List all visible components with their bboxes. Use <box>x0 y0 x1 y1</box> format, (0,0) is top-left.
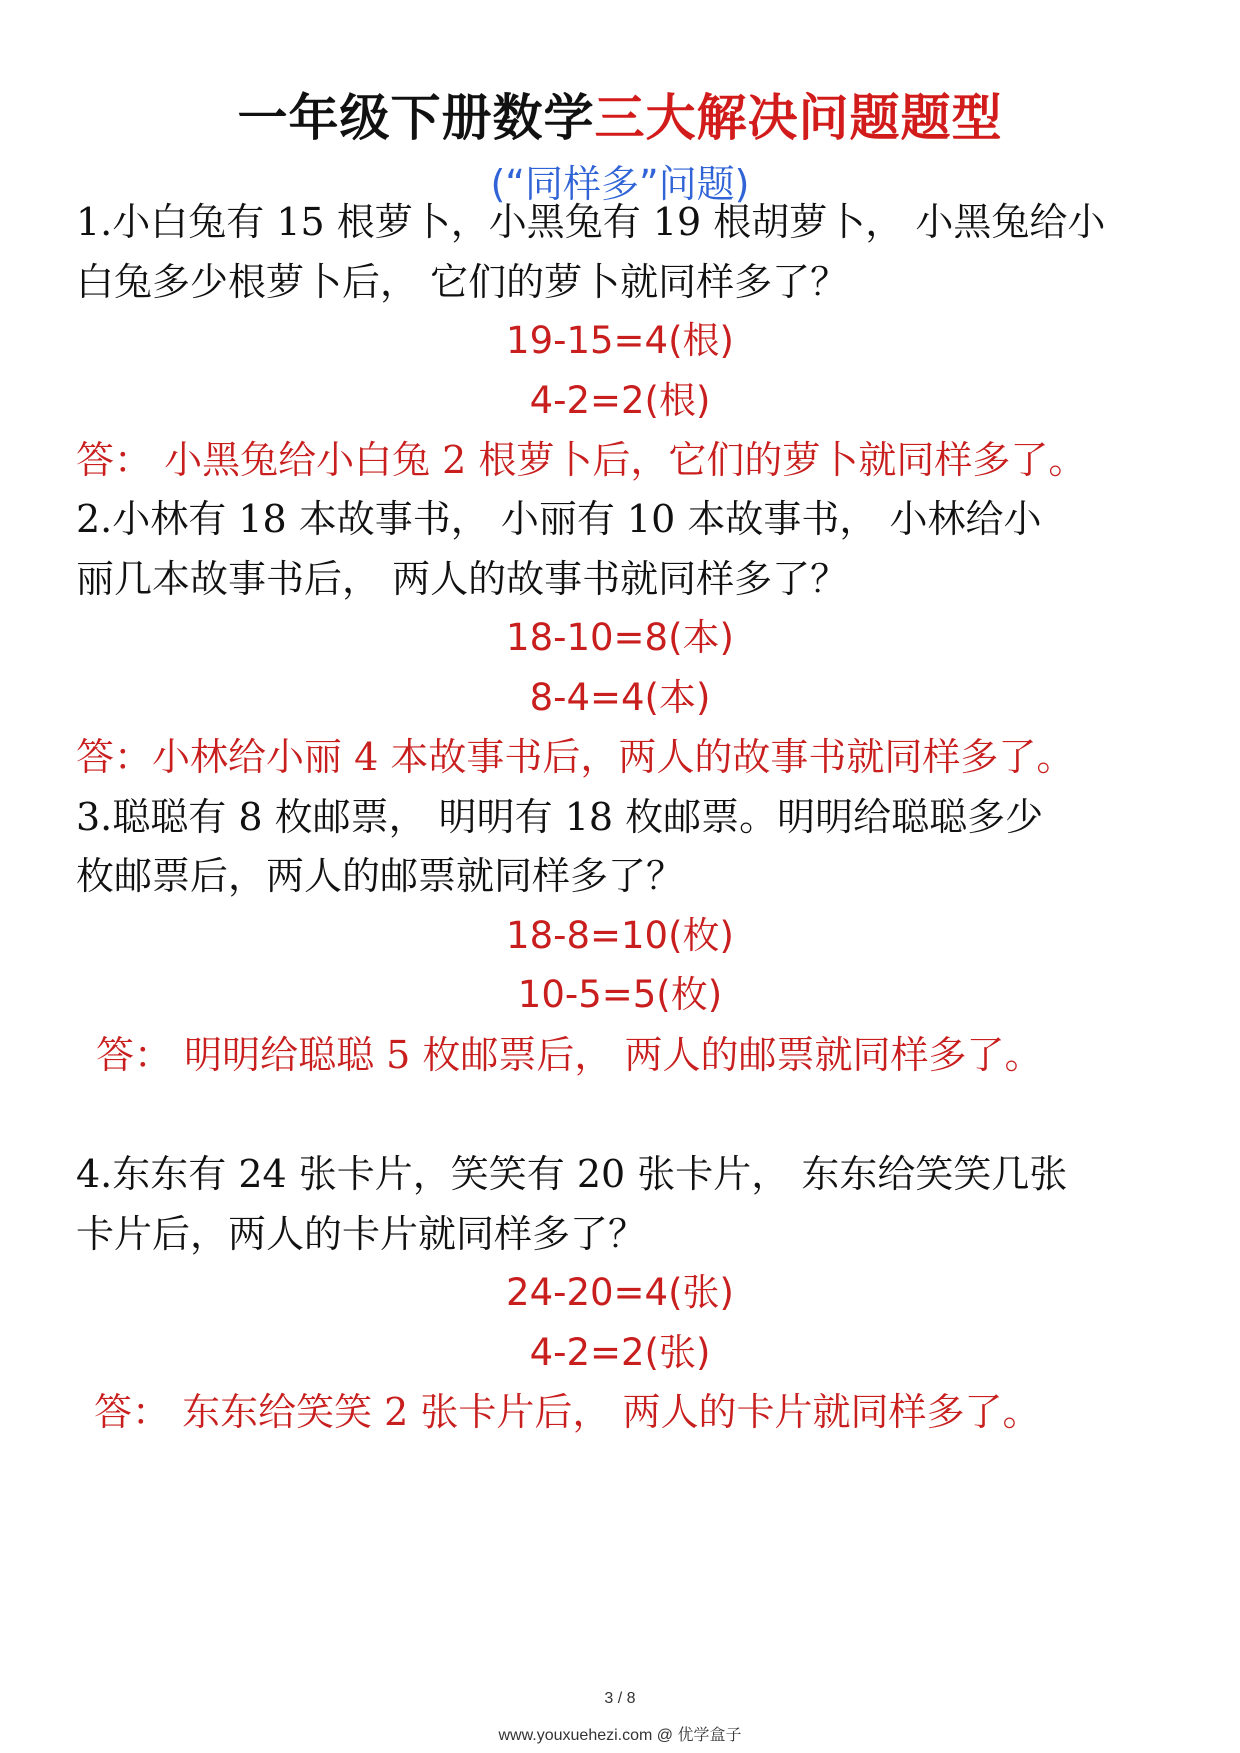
problem-1-calc-2: 4-2=2(根) <box>529 379 711 422</box>
problem-4-line-2: 卡片后，两人的卡片就同样多了？ <box>76 1212 647 1256</box>
footer-watermark: www.youxuehezi.com @ 优学盒子 <box>498 1727 742 1744</box>
problem-4-line-1: 4.东东有 24 张卡片，笑笑有 20 张卡片， 东东给笑笑几张 <box>76 1152 1068 1196</box>
problem-1-line-1: 1.小白兔有 15 根萝卜，小黑兔有 19 根胡萝卜， 小黑兔给小 <box>76 200 1106 244</box>
problem-3-calc-2: 10-5=5(枚) <box>517 973 723 1016</box>
problem-4-answer: 答： 东东给笑笑 2 张卡片后， 两人的卡片就同样多了。 <box>94 1390 1041 1434</box>
title-part-black: 一年级下册数学 <box>237 89 595 147</box>
title-part-red: 三大解决问题题型 <box>594 89 1003 147</box>
problem-1-calc-1: 19-15=4(根) <box>506 319 734 362</box>
problem-2-line-1: 2.小林有 18 本故事书， 小丽有 10 本故事书， 小林给小 <box>76 497 1042 541</box>
problem-3-line-1: 3.聪聪有 8 枚邮票， 明明有 18 枚邮票。明明给聪聪多少 <box>76 795 1044 839</box>
problem-1-answer: 答： 小黑兔给小白兔 2 根萝卜后，它们的萝卜就同样多了。 <box>76 438 1087 482</box>
problem-1-line-2: 白兔多少根萝卜后， 它们的萝卜就同样多了？ <box>76 260 849 304</box>
problem-2-line-2: 丽几本故事书后， 两人的故事书就同样多了？ <box>76 557 849 601</box>
problem-3-answer: 答： 明明给聪聪 5 枚邮票后， 两人的邮票就同样多了。 <box>96 1033 1043 1077</box>
problem-3-line-2: 枚邮票后，两人的邮票就同样多了？ <box>76 854 685 898</box>
page-subtitle: (“同样多”问题) <box>490 162 750 206</box>
problem-4-calc-2: 4-2=2(张) <box>529 1331 711 1374</box>
page-number: 3 / 8 <box>604 1690 636 1707</box>
problem-2-answer: 答：小林给小丽 4 本故事书后，两人的故事书就同样多了。 <box>76 735 1075 779</box>
problem-2-calc-1: 18-10=8(本) <box>506 616 734 659</box>
problem-3-calc-1: 18-8=10(枚) <box>506 914 734 957</box>
problem-2-calc-2: 8-4=4(本) <box>529 676 711 719</box>
problem-4-calc-1: 24-20=4(张) <box>506 1271 734 1314</box>
page-title <box>0 78 1240 150</box>
